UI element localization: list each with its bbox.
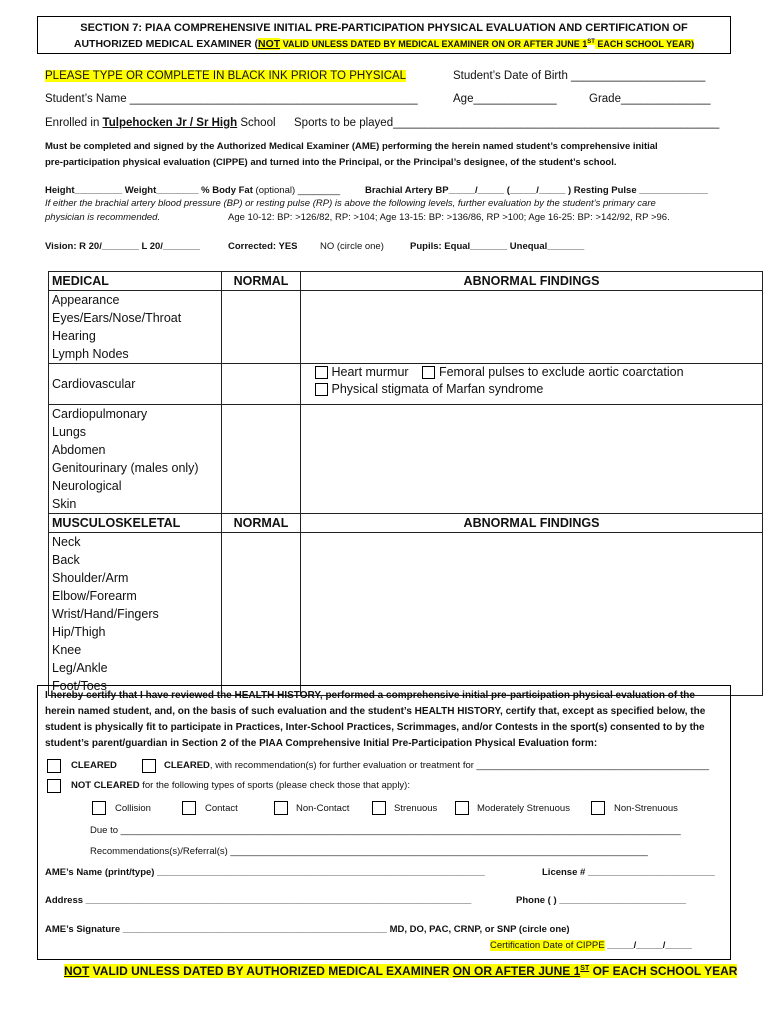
enrolled-suffix: School [237,117,276,129]
medical-header: MEDICAL [49,272,222,291]
due-to-field[interactable]: Due to __________________________________________________________________________________________________________ [90,825,681,836]
instruction-line1: Must be completed and signed by the Authorized Medical Examiner (AME) performing the herein named student’s comprehensive initial [45,141,658,152]
bp-note-line1: If either the brachial artery blood pressure (BP) or resting pulse (RP) is above the following levels, further evaluation by the student’s primary care [45,198,656,209]
weight-field[interactable]: Weight________ [124,185,199,196]
medical-item: Cardiopulmonary [52,407,148,421]
musculo-item: Foot/Toes [52,679,107,693]
musculo-item: Neck [52,535,81,549]
title-condition: VALID UNLESS DATED BY MEDICAL EXAMINER ON OR AFTER JUNE 1 [280,39,588,49]
footer-end: OF EACH SCHOOL YEAR [589,964,738,978]
certification-statement: I hereby certify that I have reviewed the HEALTH HISTORY, performed a comprehensive initial pre-participation physical evaluation of the herein named student, and, on the basis of such evaluation and the student’s HEALTH HISTORY, certify that, except as specified below, the student is physically fit to participate in Practices, Inter-School Practices, Scrimmages, and/or Contests in the sport(s) consented to by the student’s parent/guardian in Section 2 of the PIAA Comprehensive Initial Pre-Participation Physical Evaluation form: [45,690,706,749]
height-field[interactable]: Height_________ [45,185,123,196]
cardio-findings [301,364,763,405]
school-name: Tulpehocken Jr / Sr High [102,117,238,129]
musculo-items [49,533,222,696]
footer-on-after: ON OR AFTER JUNE 1 [452,964,581,978]
medical-item: Appearance [52,293,120,307]
medical-table [48,271,763,696]
cert-date-blank: _____/_____/_____ [604,940,692,951]
musculo-header: MUSCULOSKELETAL [49,514,222,533]
recommendations-field[interactable]: Recommendations(s)/Referral(s) _______________________________________________________________________________ [90,846,648,857]
musculo-item: Leg/Ankle [52,661,108,675]
medical-item: Hearing [52,329,96,343]
student-name-field[interactable]: Student’s Name _____________________________________________ [45,93,418,105]
ame-name-field[interactable]: AME’s Name (print/type) ______________________________________________________________ [45,867,485,878]
medical-item: Lungs [52,425,87,439]
not-cleared-checkbox[interactable] [47,779,61,793]
heart-murmur-checkbox[interactable] [315,366,328,379]
non-contact-checkbox[interactable] [274,801,288,815]
title-text: AUTHORIZED MEDICAL EXAMINER ( [73,38,259,50]
corrected-yes[interactable]: Corrected: YES [228,241,298,252]
phone-field[interactable]: Phone ( ) ________________________ [516,895,687,906]
abnormal-cell[interactable] [301,405,763,514]
marfan-checkbox[interactable] [315,383,328,396]
bodyfat-field[interactable]: (optional) ________ [252,185,341,196]
cleared-with-rec-label [164,760,709,771]
contact-label: Contact [205,803,238,814]
musculo-item: Elbow/Forearm [52,589,137,603]
title-end: EACH SCHOOL YEAR) [594,39,695,49]
medical-items-b [49,405,222,514]
age-ranges: Age 10-12: BP: >126/82, RP: >104; Age 13-15: BP: >136/86, RP >100; Age 16-25: BP: >142/92, RP >96. [228,212,670,223]
abnormal-cell[interactable] [301,533,763,696]
signature-field[interactable]: AME’s Signature __________________________________________________ MD, DO, PAC, CRNP, or SNP (circle one) [45,924,570,935]
bp-pulse-field[interactable]: Brachial Artery BP_____/_____ (_____/_____ ) Resting Pulse _____________ [365,185,708,196]
dob-field[interactable]: Student’s Date of Birth _____________________ [453,70,706,82]
grade-field[interactable]: Grade______________ [589,93,711,105]
vision-field[interactable]: Vision: R 20/_______ L 20/_______ [45,241,200,252]
normal-cell[interactable] [222,364,301,405]
ink-notice: PLEASE TYPE OR COMPLETE IN BLACK INK PRIOR TO PHYSICAL [45,70,407,82]
collision-label: Collision [115,803,151,814]
enrolled-school [45,117,276,129]
medical-item: Neurological [52,479,122,493]
enrolled-label: Enrolled in [45,117,103,129]
contact-checkbox[interactable] [182,801,196,815]
not-cleared-bold: NOT CLEARED [71,780,140,791]
normal-cell[interactable] [222,405,301,514]
musculo-normal-header: NORMAL [222,514,301,533]
medical-item: Skin [52,497,77,511]
musculo-abnormal-header: ABNORMAL FINDINGS [301,514,763,533]
instruction-line2: pre-participation physical evaluation (CIPPE) and turned into the Principal, or the Principal’s designee, of the student’s school. [45,157,617,168]
musculo-item: Shoulder/Arm [52,571,129,585]
collision-checkbox[interactable] [92,801,106,815]
strenuous-label: Strenuous [394,803,438,814]
address-field[interactable]: Address _________________________________________________________________________ [45,895,472,906]
footer-sup: ST [580,965,590,972]
medical-item-cardiovascular: Cardiovascular [49,364,222,405]
medical-normal-header: NORMAL [222,272,301,291]
footer-mid: VALID UNLESS DATED BY AUTHORIZED MEDICAL EXAMINER [89,964,453,978]
title-sup: ST [587,38,595,45]
footer-warning [64,964,737,978]
musculo-item: Hip/Thigh [52,625,106,639]
medical-abnormal-header: ABNORMAL FINDINGS [301,272,763,291]
bp-note-line2: physician is recommended. [45,212,161,223]
age-field[interactable]: Age_____________ [453,93,557,105]
cleared-rec-bold: CLEARED [164,760,210,771]
medical-item: Abdomen [52,443,106,457]
heart-murmur-label: Heart murmur [331,365,409,379]
cleared-with-rec-checkbox[interactable] [142,759,156,773]
section-header-box [37,16,731,54]
not-cleared-label [71,780,410,791]
cleared-rec-text: , with recommendation(s) for further evaluation or treatment for ____________________________________________ [209,760,710,771]
section-title-line1: SECTION 7: PIAA COMPREHENSIVE INITIAL PRE-PARTICIPATION PHYSICAL EVALUATION AND CERTIFICATION OF [80,22,688,34]
femoral-pulses-checkbox[interactable] [422,366,435,379]
license-field[interactable]: License # ________________________ [542,867,715,878]
musculo-item: Wrist/Hand/Fingers [52,607,159,621]
cleared-label: CLEARED [71,760,117,771]
non-contact-label: Non-Contact [296,803,350,814]
moderately-strenuous-checkbox[interactable] [455,801,469,815]
pupils-field[interactable]: Pupils: Equal_______ Unequal_______ [410,241,585,252]
cert-date-label: Certification Date of CIPPE [490,940,605,951]
cleared-checkbox[interactable] [47,759,61,773]
non-strenuous-checkbox[interactable] [591,801,605,815]
marfan-label: Physical stigmata of Marfan syndrome [331,382,544,396]
non-strenuous-label: Non-Strenuous [614,803,678,814]
not-cleared-text: for the following types of sports (please check those that apply): [139,780,410,791]
abnormal-cell[interactable] [301,291,763,364]
section-title-line2 [38,38,730,50]
musculo-item: Knee [52,643,82,657]
corrected-no[interactable]: NO (circle one) [320,241,384,252]
cert-date-field[interactable] [490,940,692,951]
certification-box [37,685,731,960]
normal-cell[interactable] [222,533,301,696]
vitals-line [45,185,340,196]
medical-item: Lymph Nodes [52,347,129,361]
medical-item: Eyes/Ears/Nose/Throat [52,311,182,325]
femoral-pulses-label: Femoral pulses to exclude aortic coarctation [438,365,684,379]
bodyfat-label: % Body Fat [201,185,253,196]
footer-not: NOT [64,964,90,978]
not-emphasis: NOT [258,38,281,50]
musculo-item: Back [52,553,80,567]
normal-cell[interactable] [222,291,301,364]
medical-items-a [49,291,222,364]
sports-field[interactable]: Sports to be played___________________________________________________ [294,117,720,129]
medical-item: Genitourinary (males only) [52,461,199,475]
moderately-strenuous-label: Moderately Strenuous [477,803,570,814]
strenuous-checkbox[interactable] [372,801,386,815]
